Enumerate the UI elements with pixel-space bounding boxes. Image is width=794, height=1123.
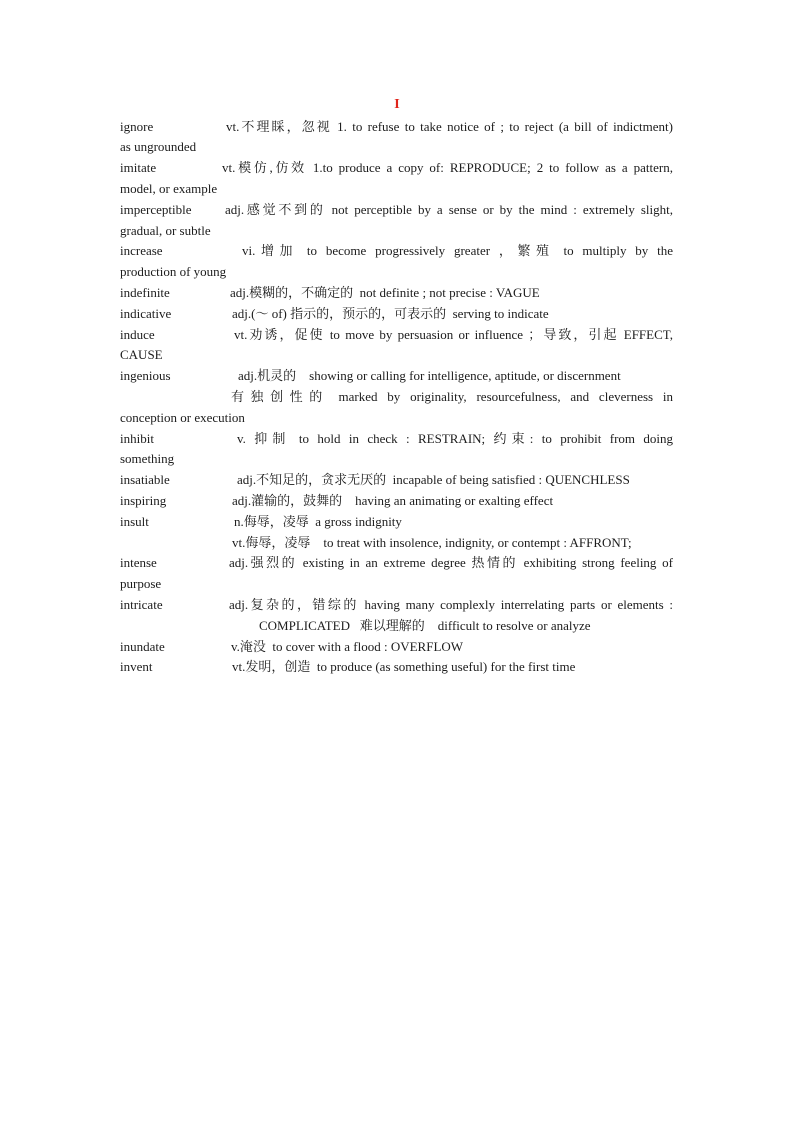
entry-line xyxy=(120,533,673,554)
headword: invent xyxy=(120,659,153,675)
definition-line: adj.强烈的 existing in an extreme degree 热情的 exhibiting strong feeling of xyxy=(229,555,673,571)
definition-continuation: gradual, or subtle xyxy=(120,222,211,238)
entry-line xyxy=(120,262,673,283)
definition-line: v.淹没 to cover with a flood : OVERFLOW xyxy=(231,638,464,654)
entry-line xyxy=(120,283,673,304)
definition-line: adj.(～ of) 指示的，预示的，可表示的 serving to indicate xyxy=(232,305,549,321)
entry-line xyxy=(120,637,673,658)
headword: ingenious xyxy=(120,368,171,384)
headword: insatiable xyxy=(120,472,170,488)
entry-line xyxy=(120,616,673,637)
entry-line xyxy=(120,470,673,491)
definition-line: vt.劝诱，促使 to move by persuasion or influence ；导致，引起 EFFECT, xyxy=(234,326,673,342)
definition-line: vt.不理睬，忽视 1. to refuse to take notice of ; to reject (a bill of indictment) xyxy=(226,118,673,134)
definition-continuation: as ungrounded xyxy=(120,139,197,155)
headword: inspiring xyxy=(120,492,167,508)
entry-line xyxy=(120,408,673,429)
entry-line xyxy=(120,345,673,366)
definition-line: adj.不知足的，贪求无厌的 incapable of being satisfied : QUENCHLESS xyxy=(237,472,630,488)
vocabulary-list xyxy=(120,117,673,679)
entry-line xyxy=(120,429,673,450)
headword: intricate xyxy=(120,596,163,612)
definition-line: adj.灌输的，鼓舞的 having an animating or exalting effect xyxy=(232,492,554,508)
definition-line: adj.感觉不到的 not perceptible by a sense or by the mind : extremely slight, xyxy=(225,201,673,217)
entry-line xyxy=(120,449,673,470)
definition-continuation: purpose xyxy=(120,576,162,592)
definition-line: adj.模糊的，不确定的 not definite ; not precise : VAGUE xyxy=(230,284,540,300)
entry-line xyxy=(120,221,673,242)
definition-continuation: something xyxy=(120,451,175,467)
headword: induce xyxy=(120,326,155,342)
definition-line-second-sense: 有独创性的 marked by originality, resourcefulness, and cleverness in xyxy=(231,388,673,404)
entry-line xyxy=(120,179,673,200)
headword: imitate xyxy=(120,160,157,176)
entry-line xyxy=(120,595,673,616)
definition-line: n.侮辱，凌辱 a gross indignity xyxy=(234,513,402,529)
definition-continuation: production of young xyxy=(120,264,227,280)
entry-line xyxy=(120,137,673,158)
entry-line xyxy=(120,200,673,221)
entry-line xyxy=(120,158,673,179)
entry-line xyxy=(120,241,673,262)
entry-line xyxy=(120,512,673,533)
entry-line xyxy=(120,574,673,595)
headword: inundate xyxy=(120,638,165,654)
headword: imperceptible xyxy=(120,201,192,217)
headword: insult xyxy=(120,513,149,529)
definition-continuation: conception or execution xyxy=(120,409,245,425)
definition-line-second-sense: vt.侮辱，凌辱 to treat with insolence, indignity, or contempt : AFFRONT; xyxy=(232,534,632,550)
headword: ignore xyxy=(120,118,154,134)
entry-line xyxy=(120,366,673,387)
entry-line xyxy=(120,304,673,325)
entry-line xyxy=(120,325,673,346)
entry-line xyxy=(120,553,673,574)
section-letter-heading: I xyxy=(394,97,400,112)
definition-line: vt.发明，创造 to produce (as something useful) for the first time xyxy=(232,659,576,675)
definition-line: adj.机灵的 showing or calling for intelligence, aptitude, or discernment xyxy=(238,368,621,384)
headword: inhibit xyxy=(120,430,154,446)
headword: indicative xyxy=(120,305,172,321)
entry-line xyxy=(120,387,673,408)
entry-line xyxy=(120,117,673,138)
definition-line: vt.模仿,仿效 1.to produce a copy of: REPRODUCE; 2 to follow as a pattern, xyxy=(222,160,673,176)
headword: intense xyxy=(120,555,157,571)
definition-continuation: COMPLICATED 难以理解的 difficult to resolve or analyze xyxy=(259,617,591,633)
definition-line: adj.复杂的，错综的 having many complexly interrelating parts or elements : xyxy=(229,596,673,612)
definition-line: vi.增加 to become progressively greater ，繁殖 to multiply by the xyxy=(242,243,673,259)
definition-continuation: model, or example xyxy=(120,180,218,196)
entry-line xyxy=(120,491,673,512)
entry-line xyxy=(120,657,673,678)
headword: indefinite xyxy=(120,284,170,300)
headword: increase xyxy=(120,243,163,259)
definition-line: v. 抑制 to hold in check : RESTRAIN; 约束: to prohibit from doing xyxy=(237,430,673,446)
definition-continuation: CAUSE xyxy=(120,347,163,363)
